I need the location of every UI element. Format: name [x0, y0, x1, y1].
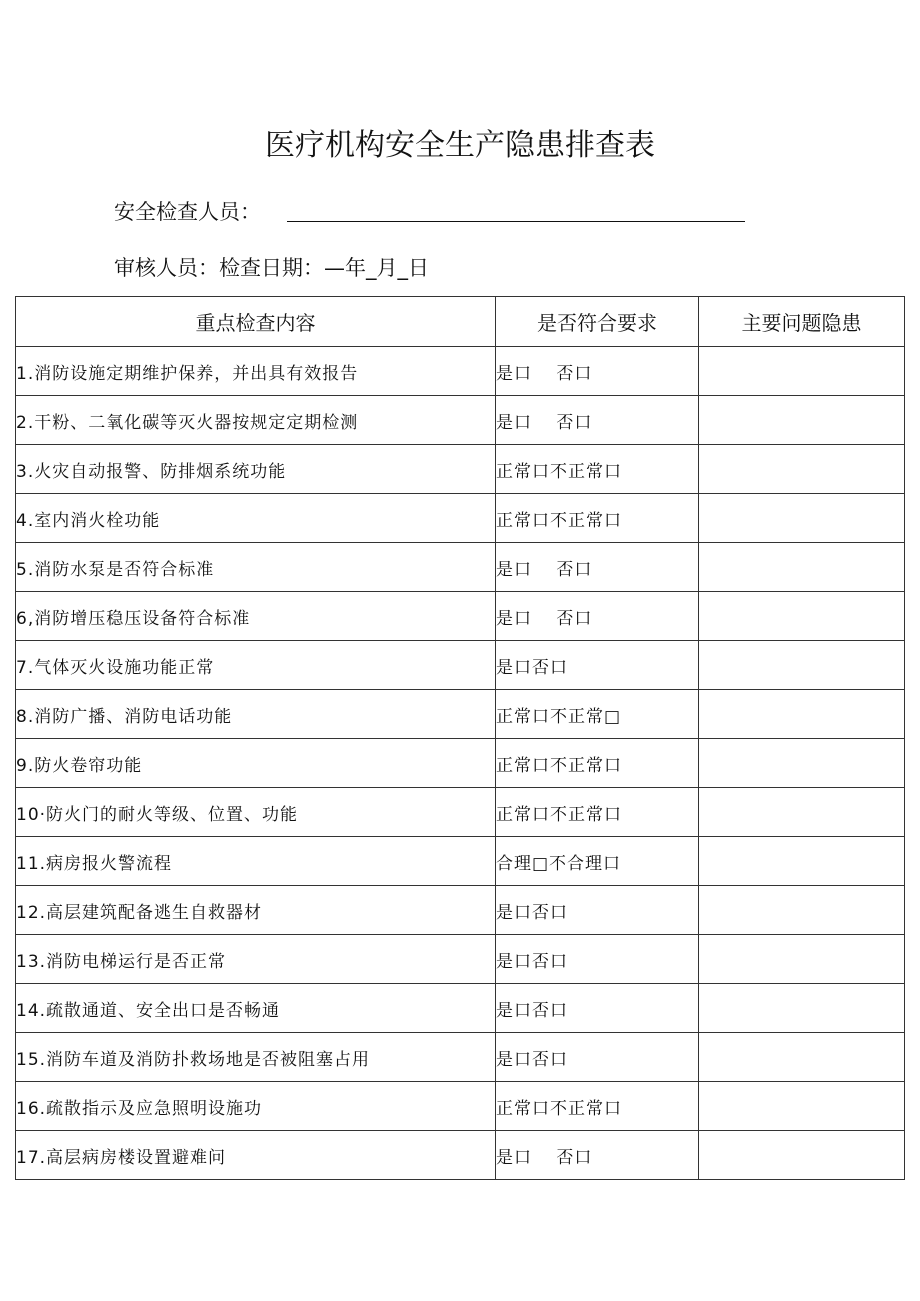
issue-cell[interactable]	[699, 641, 905, 690]
compliance-options[interactable]: 是口否口	[496, 1033, 699, 1082]
check-item: 13.消防电梯运行是否正常	[16, 935, 496, 984]
page-title: 医疗机构安全生产隐患排查表	[265, 128, 655, 163]
check-item: 12.高层建筑配备逃生自救器材	[16, 886, 496, 935]
compliance-options[interactable]: 是口 否口	[496, 543, 699, 592]
inspector-signature-line[interactable]	[287, 221, 745, 222]
table-row	[16, 837, 905, 886]
compliance-options[interactable]: 是口 否口	[496, 396, 699, 445]
table-row	[16, 788, 905, 837]
compliance-options[interactable]: 正常口不正常口	[496, 1082, 699, 1131]
check-item: 11.病房报火警流程	[16, 837, 496, 886]
header-key-content: 重点检查内容	[16, 297, 496, 347]
issue-cell[interactable]	[699, 445, 905, 494]
issue-cell[interactable]	[699, 788, 905, 837]
issue-cell[interactable]	[699, 984, 905, 1033]
table-row	[16, 1033, 905, 1082]
table-row	[16, 690, 905, 739]
table-row	[16, 1082, 905, 1131]
header-compliance: 是否符合要求	[496, 297, 699, 347]
issue-cell[interactable]	[699, 543, 905, 592]
check-item: 7.气体灭火设施功能正常	[16, 641, 496, 690]
issue-cell[interactable]	[699, 494, 905, 543]
issue-cell[interactable]	[699, 1082, 905, 1131]
check-item: 4.室内消火栓功能	[16, 494, 496, 543]
issue-cell[interactable]	[699, 739, 905, 788]
compliance-options[interactable]: 正常口不正常口	[496, 494, 699, 543]
table-row	[16, 984, 905, 1033]
table-row	[16, 347, 905, 396]
table-row	[16, 543, 905, 592]
check-item: 5.消防水泵是否符合标准	[16, 543, 496, 592]
compliance-options[interactable]: 合理□不合理口	[496, 837, 699, 886]
compliance-options[interactable]: 是口 否口	[496, 592, 699, 641]
issue-cell[interactable]	[699, 1131, 905, 1180]
compliance-options[interactable]: 正常口不正常口	[496, 445, 699, 494]
issue-cell[interactable]	[699, 935, 905, 984]
compliance-options[interactable]: 正常口不正常口	[496, 788, 699, 837]
compliance-options[interactable]: 是口 否口	[496, 1131, 699, 1180]
check-item: 8.消防广播、消防电话功能	[16, 690, 496, 739]
compliance-options[interactable]: 正常口不正常□	[496, 690, 699, 739]
check-item: 6,消防增压稳压设备符合标准	[16, 592, 496, 641]
compliance-options[interactable]: 是口否口	[496, 935, 699, 984]
table-row	[16, 641, 905, 690]
compliance-options[interactable]: 是口否口	[496, 641, 699, 690]
compliance-options[interactable]: 是口否口	[496, 984, 699, 1033]
check-item: 14.疏散通道、安全出口是否畅通	[16, 984, 496, 1033]
compliance-options[interactable]: 正常口不正常口	[496, 739, 699, 788]
inspector-label: 安全检查人员：	[114, 200, 261, 224]
check-item: 15.消防车道及消防扑救场地是否被阻塞占用	[16, 1033, 496, 1082]
table-header-row	[16, 297, 905, 347]
issue-cell[interactable]	[699, 592, 905, 641]
inspection-table	[15, 296, 905, 1180]
table-row	[16, 935, 905, 984]
table-row	[16, 886, 905, 935]
check-item: 1.消防设施定期维护保养，并出具有效报告	[16, 347, 496, 396]
check-item: 16.疏散指示及应急照明设施功	[16, 1082, 496, 1131]
table-row	[16, 1131, 905, 1180]
issue-cell[interactable]	[699, 396, 905, 445]
issue-cell[interactable]	[699, 690, 905, 739]
issue-cell[interactable]	[699, 1033, 905, 1082]
compliance-options[interactable]: 是口否口	[496, 886, 699, 935]
table-row	[16, 445, 905, 494]
table-row	[16, 592, 905, 641]
reviewer-date-line: 审核人员：检查日期：—年_月_日	[114, 256, 429, 280]
table-row	[16, 396, 905, 445]
table-row	[16, 739, 905, 788]
compliance-options[interactable]: 是口 否口	[496, 347, 699, 396]
issue-cell[interactable]	[699, 886, 905, 935]
check-item: 3.火灾自动报警、防排烟系统功能	[16, 445, 496, 494]
issue-cell[interactable]	[699, 837, 905, 886]
check-item: 17.高层病房楼设置避难问	[16, 1131, 496, 1180]
issue-cell[interactable]	[699, 347, 905, 396]
table-row	[16, 494, 905, 543]
header-issues: 主要问题隐患	[699, 297, 905, 347]
check-item: 10·防火门的耐火等级、位置、功能	[16, 788, 496, 837]
check-item: 9.防火卷帘功能	[16, 739, 496, 788]
check-item: 2.干粉、二氧化碳等灭火器按规定定期检测	[16, 396, 496, 445]
